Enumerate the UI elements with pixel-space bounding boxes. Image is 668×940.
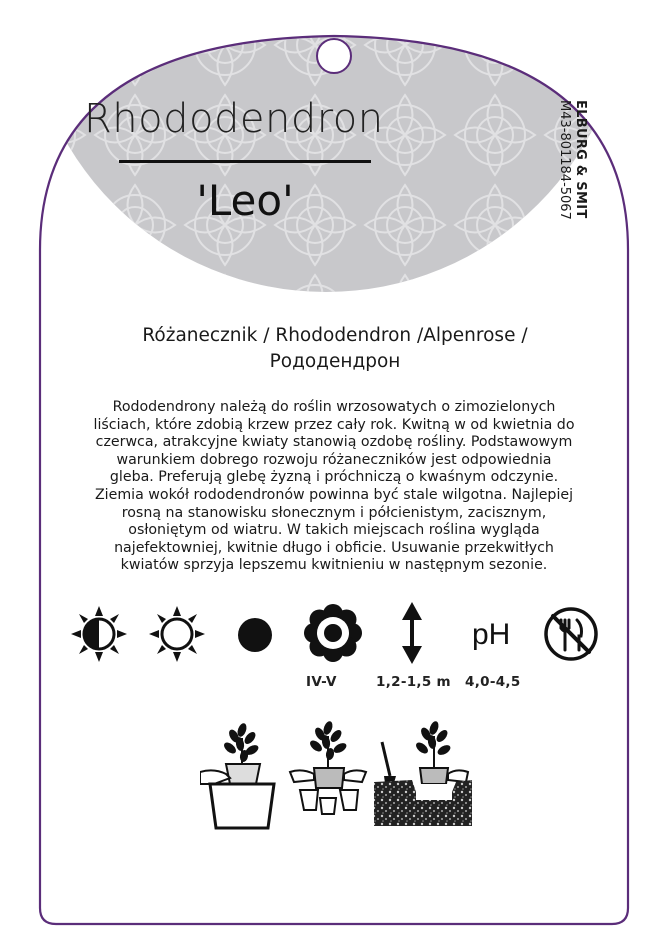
ph-icon: pH bbox=[472, 618, 511, 651]
shade-icon bbox=[236, 616, 274, 654]
description-line: Rododendrony należą do roślin wrzosowatych o zimozielonych bbox=[112, 399, 556, 415]
ph-range: 4,0-4,5 bbox=[465, 674, 521, 690]
height-range: 1,2-1,5 m bbox=[376, 674, 451, 690]
description-line: liściach, które zdobią krzew przez cały rok. Kwitną w od kwietnia do bbox=[93, 416, 575, 433]
description-line: najefektowniej, kwitnie długo i obficie. Usuwanie przekwitłych bbox=[114, 539, 554, 556]
flowering-period: IV-V bbox=[306, 674, 337, 690]
description-line: warunkiem dobrego rozwoju różaneczników jest odpowiednia bbox=[116, 451, 552, 468]
common-names bbox=[100, 323, 570, 375]
genus-title: Rhododendron bbox=[84, 96, 384, 142]
description bbox=[68, 399, 600, 575]
description-line: rosną na stanowisku słonecznym i półcienistym, zacisznym, bbox=[121, 504, 547, 521]
description-line: czerwca, atrakcyjne kwiaty stanowią ozdobę rośliny. Podstawowym bbox=[95, 434, 573, 451]
description-line: Ziemia wokół rododendronów powinna być stale wilgotna. Najlepiej bbox=[94, 486, 574, 503]
flower-icon bbox=[304, 604, 362, 662]
full-sun-icon bbox=[148, 605, 206, 663]
plant-in-ground-icon bbox=[372, 718, 472, 830]
hang-hole bbox=[317, 39, 351, 73]
remove-pot-icon bbox=[200, 718, 290, 830]
description-line: osłoniętym od wiatru. W takich miejscach roślina wygląda bbox=[128, 522, 540, 539]
not-edible-icon bbox=[543, 606, 599, 662]
half-sun-icon bbox=[70, 605, 128, 663]
product-code: M43-801184-5067 bbox=[557, 100, 572, 220]
description-line: kwiatów sprzyja lepszemu kwitnieniu w następnym sezonie. bbox=[120, 557, 548, 574]
common-names-line: Рододендрон bbox=[269, 351, 401, 372]
common-names-line: Różanecznik / Rhododendron /Alpenrose / bbox=[142, 325, 528, 346]
description-line: gleba. Preferują glebę żyzną i próchniczą o kwaśnym odczynie. bbox=[109, 469, 559, 486]
brand-block bbox=[470, 100, 588, 260]
title-divider bbox=[119, 160, 371, 163]
height-arrow-icon bbox=[400, 602, 424, 664]
soak-roots-icon bbox=[286, 718, 370, 830]
brand-name: ELBURG & SMIT bbox=[573, 100, 588, 219]
cultivar-title: 'Leo' bbox=[196, 176, 294, 225]
